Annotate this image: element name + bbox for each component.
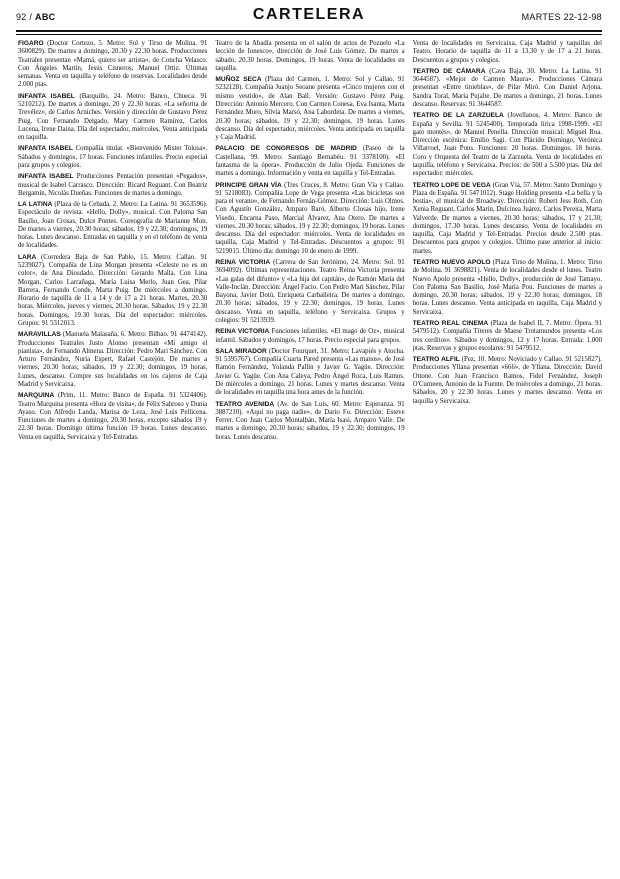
listing-entry: [215, 328, 404, 345]
listing-entry: [18, 392, 207, 442]
listing-entry: [215, 401, 404, 442]
venue-name: INFANTA ISABEL: [18, 173, 74, 181]
listing-entry: [413, 182, 602, 257]
page-header: [16, 6, 602, 30]
listing-entry: [18, 93, 207, 143]
listing-details: (Carrera de San Jerónimo, 24. Metro: Sol. 91 3694092). Últimas representaciones. Teatro Reina Victoria presenta «Las galas del difunto» y «La hija del capitán», de Ramón María del Valle-Inclán. Dirección: Ángel Facio. Con Pedro Mari Sánchez, Pilar Bayona, Javier Dotú, Enriqueta Carballeira. De martes a domingo, 20.30 horas; sábados, 19 y 22.30; domingos, 19 horas. Lunes descanso. Venta en taquilla, teléfono y Servicaixa. Grupos y colegios: 91 5213939.: [215, 259, 405, 324]
listing-entry: [215, 259, 404, 325]
listing-details: (Paseo de la Castellana, 99. Metro: Santiago Bernabéu. 91 3378100). «El fantasma de la ópera». Producción de Julio Ojeda. Funciones de martes a domingo. Información y venta en taquilla y Tel-Entradas.: [215, 145, 405, 178]
issue-date: MARTES 22-12-98: [521, 12, 602, 22]
listing-details: (Doctor Cortezo, 5. Metro: Sol y Tirso de Molina. 91 3600829). De martes a domingo, 20.30 y 22.30 horas. Producciones Teatrales presentan «Mamá, quiero ser artista», de Concha Velasco. Con Ángeles Martín, Jesús Cisneros, Manuel Ortiz. Últimas semanas. Venta en taquilla y teléfono de reservas. Localidades desde 2.000 ptas.: [18, 40, 208, 89]
venue-name: PALACIO DE CONGRESOS DE MADRID: [215, 145, 357, 153]
column-3: [413, 40, 602, 872]
venue-name: LARA: [18, 253, 37, 261]
listing-entry: [413, 259, 602, 317]
listing-details: (Plaza de la Cebada, 2. Metro: La Latina. 91 3653596). Espectáculo de revista. «Hello, Dolly», musical. Con Paloma San Basilio, Joan Crosas, Dulce Pontes. Coreografía de Marianne Mon. De martes a viernes, 20.30 horas; sábados, 19 y 22.30; domingos, 19 horas. Lunes descanso. Entradas en taquilla y en el teléfono de venta de localidades.: [18, 201, 208, 250]
listing-entry: [413, 112, 602, 178]
listing-entry: [413, 320, 602, 353]
listing-details: (Prim, 11. Metro: Banco de España. 91 5324406). Teatro Marquina presenta «Hora de visita», de Félix Sabroso y Dunia Ayaso. Con Alfredo Landa, Marisa de Leza, José Luis Pellicena. Funciones de martes a domingo, 20.30 horas, excepto sábados 19 y 22.30 horas. Domingo última función 19 horas. Lunes descanso. Venta en taquilla, Servicaixa y Tel-Entradas.: [18, 392, 208, 441]
listing-entry: [18, 331, 207, 389]
listing-entry: [18, 173, 207, 198]
venue-name: FIGARO: [18, 40, 44, 47]
listing-details: (Plaza del Carmen, 1. Metro: Sol y Callao. 91 5232128). Compañía Juanjo Seoane presenta «Cinco mujeres con el mismo vestido», de Alan Ball. Versión: Gustavo Pérez Puig. Dirección: Antonio Mercero. Con Carmen Conesa, Eva Isanta, Marta Fernández Muro, Silvia Marsó, Ana Labordeta. De martes a viernes, 20.30 horas; sábados, 19 y 22.30; domingos, 19 horas. Lunes descanso. Día del espectador, miércoles. Venta anticipada en taquilla y Caja Madrid.: [215, 76, 405, 142]
column-1: [18, 40, 207, 872]
listing-entry: [18, 40, 207, 90]
listing-details: Compañía titular. «Bienvenido Mister Tolosa». Sábados y domingos, 17 horas. Funciones infantiles. Precio especial para grupos y colegios.: [18, 145, 208, 169]
header-rule-thin: [16, 34, 602, 35]
venue-name: INFANTA ISABEL: [18, 145, 73, 153]
venue-name: TEATRO NUEVO APOLO: [412, 259, 491, 267]
venue-name: TEATRO ALFIL: [412, 356, 460, 364]
listing-details: Funciones infantiles. «El mago de Oz», musical infantil. Sábados y domingos, 17 horas. Precio especial para grupos.: [215, 328, 405, 344]
venue-name: SALA MIRADOR: [215, 347, 267, 355]
listing-details: (Cava Baja, 30. Metro: La Latina. 91 3644587). «Mejor de Carmen Maura». Producciones Cámara presentan «Entre tinieblas», de Pilar Miró. Con Daniel Arjona, Sandra Toral, María Pujalte. De martes a domingo, 21 horas. Lunes descanso. Reservas: 91 3644587.: [412, 67, 602, 108]
venue-name: MUÑOZ SECA: [215, 76, 262, 84]
venue-name: TEATRO REAL CINEMA: [412, 320, 489, 327]
listing-details: Venta de localidades en Servicaixa, Caja Madrid y taquillas del Teatro. Horario de taquilla de 11 a 13.30 y de 17 a 21 horas. Descuentos a grupos y colegios.: [412, 40, 602, 64]
listing-details: (Tres Cruces, 8. Metro: Gran Vía y Callao. 91 5218083). Compañía Lope de Vega presenta «Las bicicletas son para el verano», de Fernando Fernán-Gómez. Dirección: Luis Olmos. Con Agustín González, Amparo Baró, Alberto Closas hijo, Irene Visedo, Encarna Paso, Marcial Álvarez, Ana Otero. De martes a viernes, 20.30 horas; sábados, 19 y 22.30; domingos, 19 horas. Lunes descanso. Día del espectador: miércoles. Venta de localidades en taquilla, Caja Madrid y Tel-Entradas. Descuentos a grupos: 91 5219015. Último día: domingo 10 de enero de 1999.: [215, 181, 405, 255]
listing-entry: [215, 182, 404, 257]
listing-details: (Plaza Tirso de Molina, 1. Metro: Tirso de Molina. 91 3698821). Venta de localidades desde el lunes. Teatro Nuevo Apolo presenta «Hello, Dolly», producción de José Tamayo. Con Paloma San Basilio, José María Pou. Funciones de martes a domingo, 20.30 horas; sábados, 19 y 22.30 horas; domingos, 18 horas. Lunes descanso. Venta anticipada en taquilla, Caja Madrid y Servicaixa.: [412, 259, 602, 316]
venue-name: INFANTA ISABEL: [18, 92, 75, 100]
listing-details: (Jovellanos, 4. Metro: Banco de España y Sevilla. 91 5245400). Temporada lírica 1998-1999. «El gato montés», de Manuel Penella. Dirección musical: Miguel Roa. Dirección escénica: Emilio Sagi. Con Plácido Domingo, Verónica Villarroel, Juan Pons. Funciones: 20 horas. Domingos, 18 horas. Coro y Orquesta del Teatro de la Zarzuela. Venta de localidades en taquilla, teléfono y Servicaixa. Precios: de 500 a 5.500 ptas. Día del espectador: miércoles.: [412, 112, 602, 178]
listing-entry: [215, 40, 404, 73]
header-separator: /: [26, 12, 36, 22]
venue-name: TEATRO AVENIDA: [215, 400, 275, 408]
listing-details: (Manuela Malasaña, 6. Metro: Bilbao. 91 4474142). Producciones Teatrales Justo Alonso presentan «Mi amigo el pianista», de Fernando Almena. Dirección: Pedro Mari Sánchez. Con Arturo Fernández, Nuria Espert, Rafael Castejón. De martes a viernes, 20.30 horas; sábados, 19 y 22.30; domingos, 19 horas. Lunes, descanso. Compre sus localidades en los cajeros de Caja Madrid y Servicaixa.: [18, 331, 208, 388]
listing-details: Teatro de la Abadía presenta en el salón de actos de Pozuelo «La lección de Ionesco», dirección de José Luis Gómez. De martes a sábado, 20.30 horas. Domingos, 19 horas. Venta de localidades en taquilla.: [215, 40, 405, 72]
listing-entry: [413, 40, 602, 65]
listing-details: (Corredera Baja de San Pablo, 15. Metro: Callao. 91 5239027). Compañía de Lina Morgan presenta «Celeste no es un color», de Ana Diosdado. Dirección: Gerardo Malla. Con Lina Morgan, Carlos Larrañaga, María Luisa Merlo, Juan Gea, Pilar Barrera, Fernando Conde, Marta Puig. De miércoles a domingo. Horario de taquilla de 11 a 14 y de 17 a 21 horas. Martes, 20.30 horas. Miércoles, jueves y viernes, 20.30 horas. Sábados, 19 y 22.30 horas. Domingos, 19.30 horas. Día del espectador: miércoles. Grupos: 91 5312013.: [18, 253, 208, 327]
venue-name: REINA VICTORIA: [215, 328, 270, 336]
venue-name: MARQUINA: [18, 392, 55, 400]
listing-entry: [215, 76, 404, 142]
listing-details: (Doctor Fourquet, 31. Metro: Lavapiés y Atocha. 91 5395767). Compañía Cuarta Pared presenta «Las manos», de José Ramón Fernández, Yolanda Pallín y Javier G. Yagüe. Dirección: Javier G. Yagüe. Con Ana Caleya, Pedro Ángel Roca, Luis Ramos. De miércoles a domingo, 21 horas. Lunes y martes descanso. Venta de localidades en taquilla una hora antes de la función.: [215, 347, 405, 397]
listing-entry: [215, 348, 404, 398]
listing-entry: [18, 201, 207, 251]
listing-entry: [413, 68, 602, 109]
publication-name: ABC: [35, 12, 56, 22]
listing-details: (Pez, 10. Metro: Noviciado y Callao. 91 5215827). Producciones Yllana presentan «666», de Yllana. Dirección: David Ottone. Con Juan Francisco Ramos, Fidel Fernández, Joseph O'Curneen, Antonio de la Fuente. De miércoles a domingo, 21 horas. Sábados, 20 y 22.30 horas. Lunes y martes descanso. Venta en taquilla y Servicaixa.: [412, 356, 602, 405]
venue-name: PRINCIPE GRAN VÍA: [215, 181, 282, 189]
header-rule-thick: [16, 30, 602, 32]
venue-name: TEATRO DE CÁMARA: [412, 67, 486, 75]
page-number: 92: [16, 12, 27, 22]
listing-details: (Av. de San Luis, 60. Metro: Esperanza. 91 3887210). «Aquí no paga nadie», de Dario Fo. Dirección: Esteve Ferrer. Con Juan Carlos Montalbán, María Isasi, Amparo Valle. De martes a domingo, 20.30 horas; sábados, 19 y 22.30; domingos, 19 horas. Lunes descanso.: [215, 400, 405, 441]
column-2: [215, 40, 404, 872]
listing-details: (Gran Vía, 57. Metro: Santo Domingo y Plaza de España. 91 5471012). Stage Holding presenta «La bella y la bestia», el musical de Broadway. Dirección: Robert Jess Roth. Con Xenia Reguant, Carlos Marín, Dulcinea Juárez, Carlos Pereira, Marta Valverde. De martes a viernes, 20.30 horas; sábados, 17 y 21.30; domingos, 17.30 horas. Lunes descanso. Venta de localidades en taquilla, Caja Madrid y Tel-Entradas. Precios desde 2.500 ptas. Descuentos para grupos y colegios. Último pase anterior al inicio: martes.: [412, 181, 602, 255]
listing-details: (Plaza de Isabel II, 7. Metro: Ópera. 91 5479512). Compañía Títeres de Maese Trotamundos presenta «Los tres cerditos». Sábados y domingos, 12 y 17 horas. Entrada: 1.000 ptas. Reservas y grupos escolares: 91 5479512.: [412, 320, 602, 352]
venue-name: MARAVILLAS: [18, 331, 61, 339]
venue-name: TEATRO DE LA ZARZUELA: [412, 112, 504, 120]
listing-entry: [18, 145, 207, 170]
listing-details: (Barquillo, 24. Metro: Banco, Chueca. 91 5210212). De martes a domingo, 20 y 22.30 horas. «La señorita de Trevélez», de Carlos Arniches. Versión y dirección de Gustavo Pérez Puig. Con Fernando Delgado, Mary Carmen Ramírez, Carlos Lucena, Irene Daina. Día del espectador, miércoles. Venta anticipada en taquilla.: [18, 92, 208, 142]
section-title: CARTELERA: [252, 6, 366, 23]
venue-name: LA LATINA: [18, 201, 53, 209]
venue-name: TEATRO LOPE DE VEGA: [412, 181, 491, 189]
listing-columns: [18, 40, 602, 872]
listing-entry: [18, 254, 207, 329]
listing-entry: [215, 145, 404, 178]
listing-entry: [413, 356, 602, 406]
listing-details: Producciones Pentación presentan «Pegados», musical de Isabel Carrasco. Dirección: Ricard Reguant. Con Beatriz Bergamín, Nicolás Dueñas. Funciones de martes a domingo.: [18, 173, 208, 197]
venue-name: REINA VICTORIA: [215, 259, 271, 267]
